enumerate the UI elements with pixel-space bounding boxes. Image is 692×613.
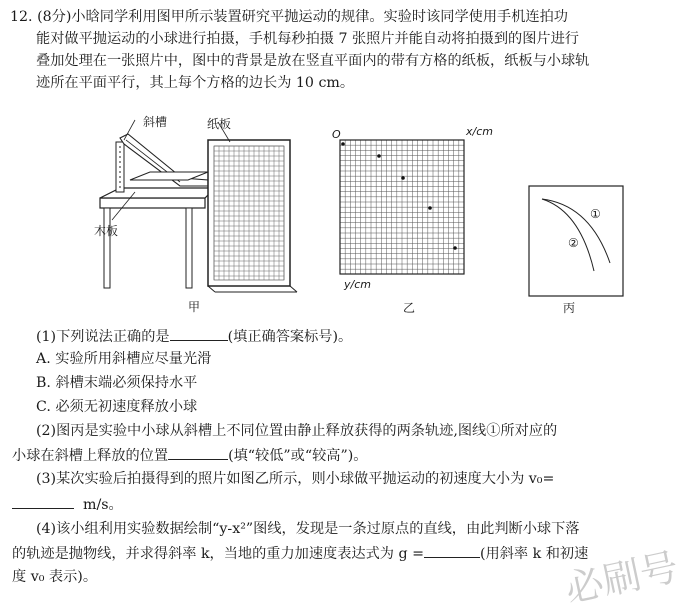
part-4-line-2 xyxy=(12,543,588,564)
part-2-text-b: (填“较低”或“较高”)。 xyxy=(228,448,368,464)
part-4-line-3: 度 v₀ 表示)。 xyxy=(12,569,98,585)
y-axis-label: y/cm xyxy=(344,278,371,291)
part-3-line-2 xyxy=(12,494,123,515)
figure-yi-grid xyxy=(336,128,466,280)
x-axis-label: x/cm xyxy=(466,125,493,138)
watermark: 必刷号 xyxy=(561,544,683,612)
part-1-text-a: (1)下列说法正确的是 xyxy=(36,329,170,345)
ball-position-4 xyxy=(428,206,432,210)
ball-position-2 xyxy=(377,154,381,158)
axis-origin-label: O xyxy=(332,128,341,141)
figure-caption-jia: 甲 xyxy=(188,300,201,314)
label-board: 纸板 xyxy=(207,117,232,131)
figure-jia-apparatus xyxy=(90,110,305,295)
question-stem-line-4: 迹所在平面平行，其上每个方格的边长为 10 cm。 xyxy=(36,75,355,91)
question-stem-line-2: 能对做平抛运动的小球进行拍摄，手机每秒拍摄 7 张照片并能自动将拍摄到的图片进行 xyxy=(36,31,579,47)
ball-position-3 xyxy=(401,176,405,180)
label-plank: 木板 xyxy=(94,224,119,238)
stem-text-1: 小晗同学利用图甲所示装置研究平抛运动的规律。实验时该同学使用手机连拍功 xyxy=(71,9,568,25)
figure-caption-yi: 乙 xyxy=(403,301,416,315)
part-2-line-2 xyxy=(12,445,367,466)
option-a: A. 实验所用斜槽应尽量光滑 xyxy=(36,351,212,367)
figure-caption-bing: 丙 xyxy=(563,301,576,315)
part-2-line-1: (2)图丙是实验中小球从斜槽上不同位置由静止释放获得的两条轨迹,图线①所对应的 xyxy=(36,423,558,439)
question-points: (8分) xyxy=(37,9,72,25)
part-1-answer-blank[interactable] xyxy=(170,326,228,341)
question-stem-line-3: 叠加处理在一张照片中，图中的背景是放在竖直平面内的带有方格的纸板，纸板与小球轨 xyxy=(36,53,590,69)
option-b: B. 斜槽末端必须保持水平 xyxy=(36,375,198,391)
part-3-line-1: (3)某次实验后拍摄得到的照片如图乙所示，则小球做平抛运动的初速度大小为 v₀= xyxy=(36,471,555,487)
part-4-line-1: (4)该小组利用实验数据绘制“y-x²”图线，发现是一条过原点的直线，由此判断小球下落 xyxy=(36,521,580,537)
part-4-answer-blank[interactable] xyxy=(424,543,480,558)
part-1-text-b: (填正确答案标号)。 xyxy=(227,329,353,345)
ball-position-5 xyxy=(453,246,457,250)
part-3-answer-blank[interactable] xyxy=(12,494,74,509)
curve-1-label: ① xyxy=(590,207,601,221)
option-c: C. 必须无初速度释放小球 xyxy=(36,399,198,415)
part-2-text-a: 小球在斜槽上释放的位置 xyxy=(12,448,169,464)
curve-2-label: ② xyxy=(568,236,579,250)
part-4-text-b: (用斜率 k 和初速 xyxy=(479,546,589,562)
part-1-prompt xyxy=(36,326,352,347)
part-3-unit: m/s。 xyxy=(83,497,123,513)
label-chute: 斜槽 xyxy=(143,115,168,129)
part-4-text-a: 的轨迹是抛物线，并求得斜率 k，当地的重力加速度表达式为 g = xyxy=(12,546,424,562)
part-2-answer-blank[interactable] xyxy=(168,445,228,460)
ball-position-1 xyxy=(341,142,345,146)
question-stem-line-1 xyxy=(10,7,568,27)
question-number: 12. xyxy=(10,9,33,25)
